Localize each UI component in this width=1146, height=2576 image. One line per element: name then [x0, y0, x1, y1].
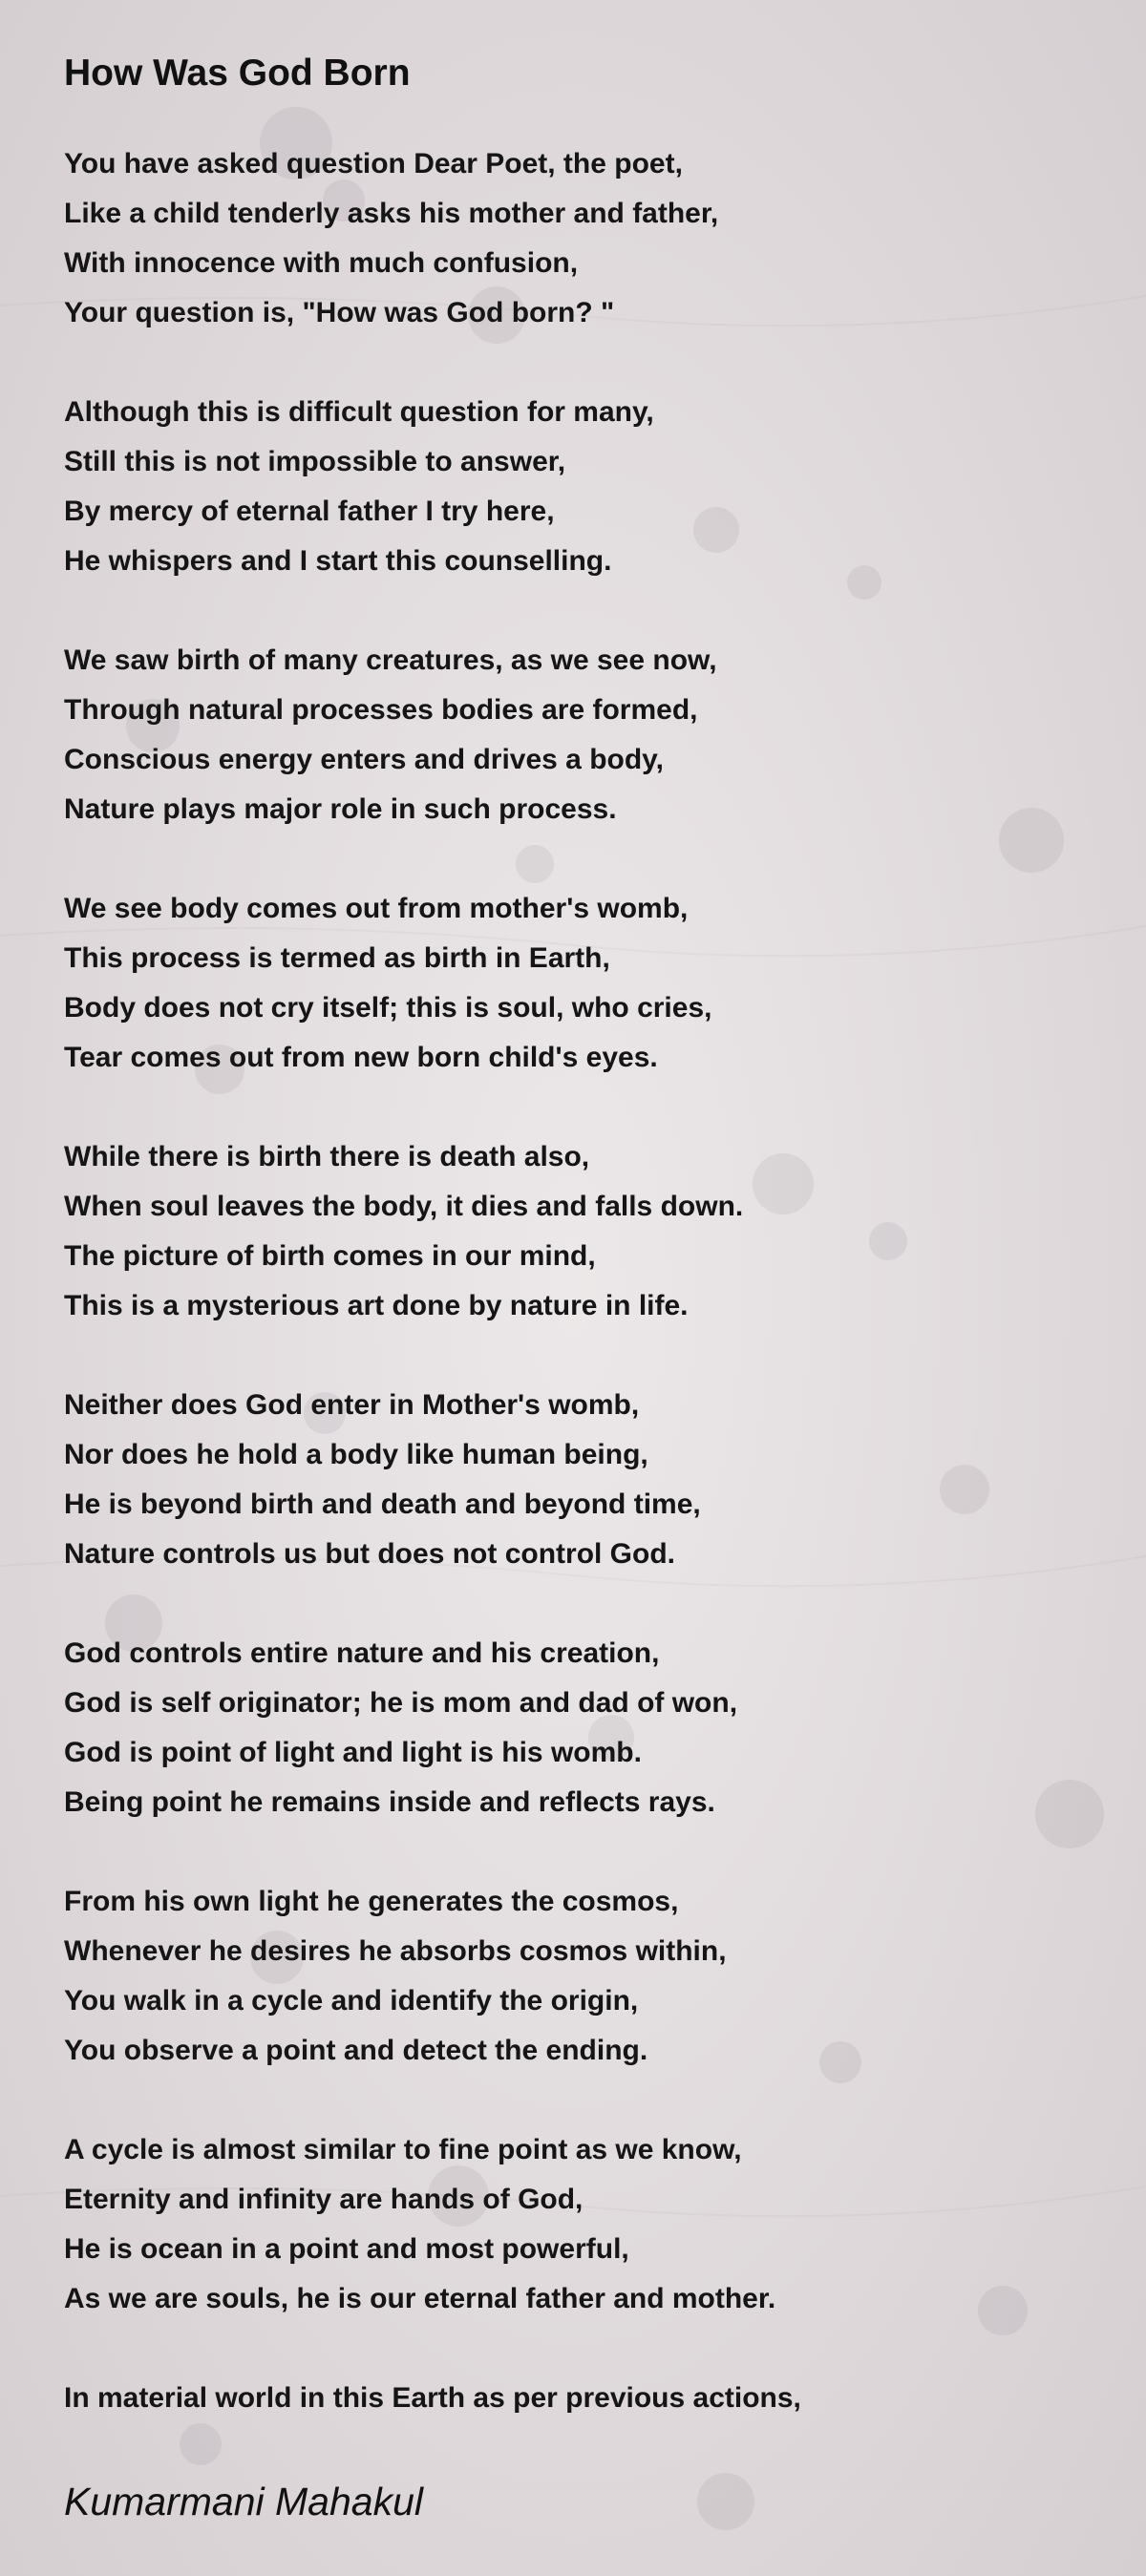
- poem-line: Body does not cry itself; this is soul, who cries,: [64, 992, 712, 1024]
- poem-line: He whispers and I start this counselling.: [64, 545, 612, 577]
- poem-line: With innocence with much confusion,: [64, 247, 579, 279]
- stanza: [64, 139, 1095, 338]
- poem-line: As we are souls, he is our eternal father and mother.: [64, 2283, 776, 2314]
- stanza: [64, 1629, 1095, 1827]
- poem-line: By mercy of eternal father I try here,: [64, 496, 555, 527]
- stanza: [64, 636, 1095, 834]
- poem-line: Still this is not impossible to answer,: [64, 446, 566, 477]
- poem-line: Your question is, "How was God born? ": [64, 297, 615, 328]
- stanza: [64, 1132, 1095, 1331]
- poem-line: Through natural processes bodies are formed,: [64, 694, 698, 726]
- stanza: [64, 884, 1095, 1083]
- poem-line: Nature plays major role in such process.: [64, 793, 617, 825]
- stanza: [64, 2374, 1095, 2423]
- poem-line: From his own light he generates the cosmos,: [64, 1886, 679, 1917]
- stanza: [64, 2125, 1095, 2324]
- poem-line: He is beyond birth and death and beyond time,: [64, 1489, 701, 1520]
- poem-line: Whenever he desires he absorbs cosmos within,: [64, 1935, 727, 1967]
- poem-line: He is ocean in a point and most powerful,: [64, 2233, 629, 2265]
- poem-line: This process is termed as birth in Earth,: [64, 942, 610, 974]
- poem-line: Nor does he hold a body like human being,: [64, 1439, 648, 1470]
- poem-line: You observe a point and detect the ending.: [64, 2035, 648, 2066]
- poem-line: Being point he remains inside and reflects rays.: [64, 1786, 715, 1818]
- stanza: [64, 388, 1095, 586]
- poem-line: You have asked question Dear Poet, the poet,: [64, 148, 683, 179]
- poem-line: A cycle is almost similar to fine point as we know,: [64, 2134, 742, 2165]
- poem-line: Tear comes out from new born child's eyes.: [64, 1042, 658, 1073]
- poem-line: God is self originator; he is mom and dad of won,: [64, 1687, 738, 1719]
- poem-body: [64, 139, 1095, 2423]
- poem-line: While there is birth there is death also,: [64, 1141, 590, 1172]
- poem-line: We see body comes out from mother's womb,: [64, 893, 689, 924]
- poem-line: Nature controls us but does not control God.: [64, 1538, 676, 1570]
- poem-line: God controls entire nature and his creation,: [64, 1637, 660, 1669]
- poem-line: The picture of birth comes in our mind,: [64, 1240, 596, 1272]
- stanza: [64, 1877, 1095, 2076]
- poem-line: Neither does God enter in Mother's womb,: [64, 1389, 640, 1421]
- poem-line: Eternity and infinity are hands of God,: [64, 2184, 584, 2215]
- poem-line: God is point of light and light is his womb.: [64, 1737, 642, 1768]
- poem-line: We saw birth of many creatures, as we see now,: [64, 644, 717, 676]
- poem-line: Conscious energy enters and drives a body,: [64, 744, 664, 775]
- stanza: [64, 1381, 1095, 1579]
- poem-line: Like a child tenderly asks his mother and father,: [64, 198, 719, 229]
- poem-title: How Was God Born: [64, 53, 411, 94]
- poem-author: Kumarmani Mahakul: [64, 2480, 423, 2523]
- poem-line: This is a mysterious art done by nature in life.: [64, 1290, 689, 1321]
- poem-line: When soul leaves the body, it dies and falls down.: [64, 1191, 744, 1222]
- poem-line: In material world in this Earth as per previous actions,: [64, 2382, 801, 2414]
- poem-line: Although this is difficult question for many,: [64, 396, 654, 428]
- poem-line: You walk in a cycle and identify the origin,: [64, 1985, 639, 2016]
